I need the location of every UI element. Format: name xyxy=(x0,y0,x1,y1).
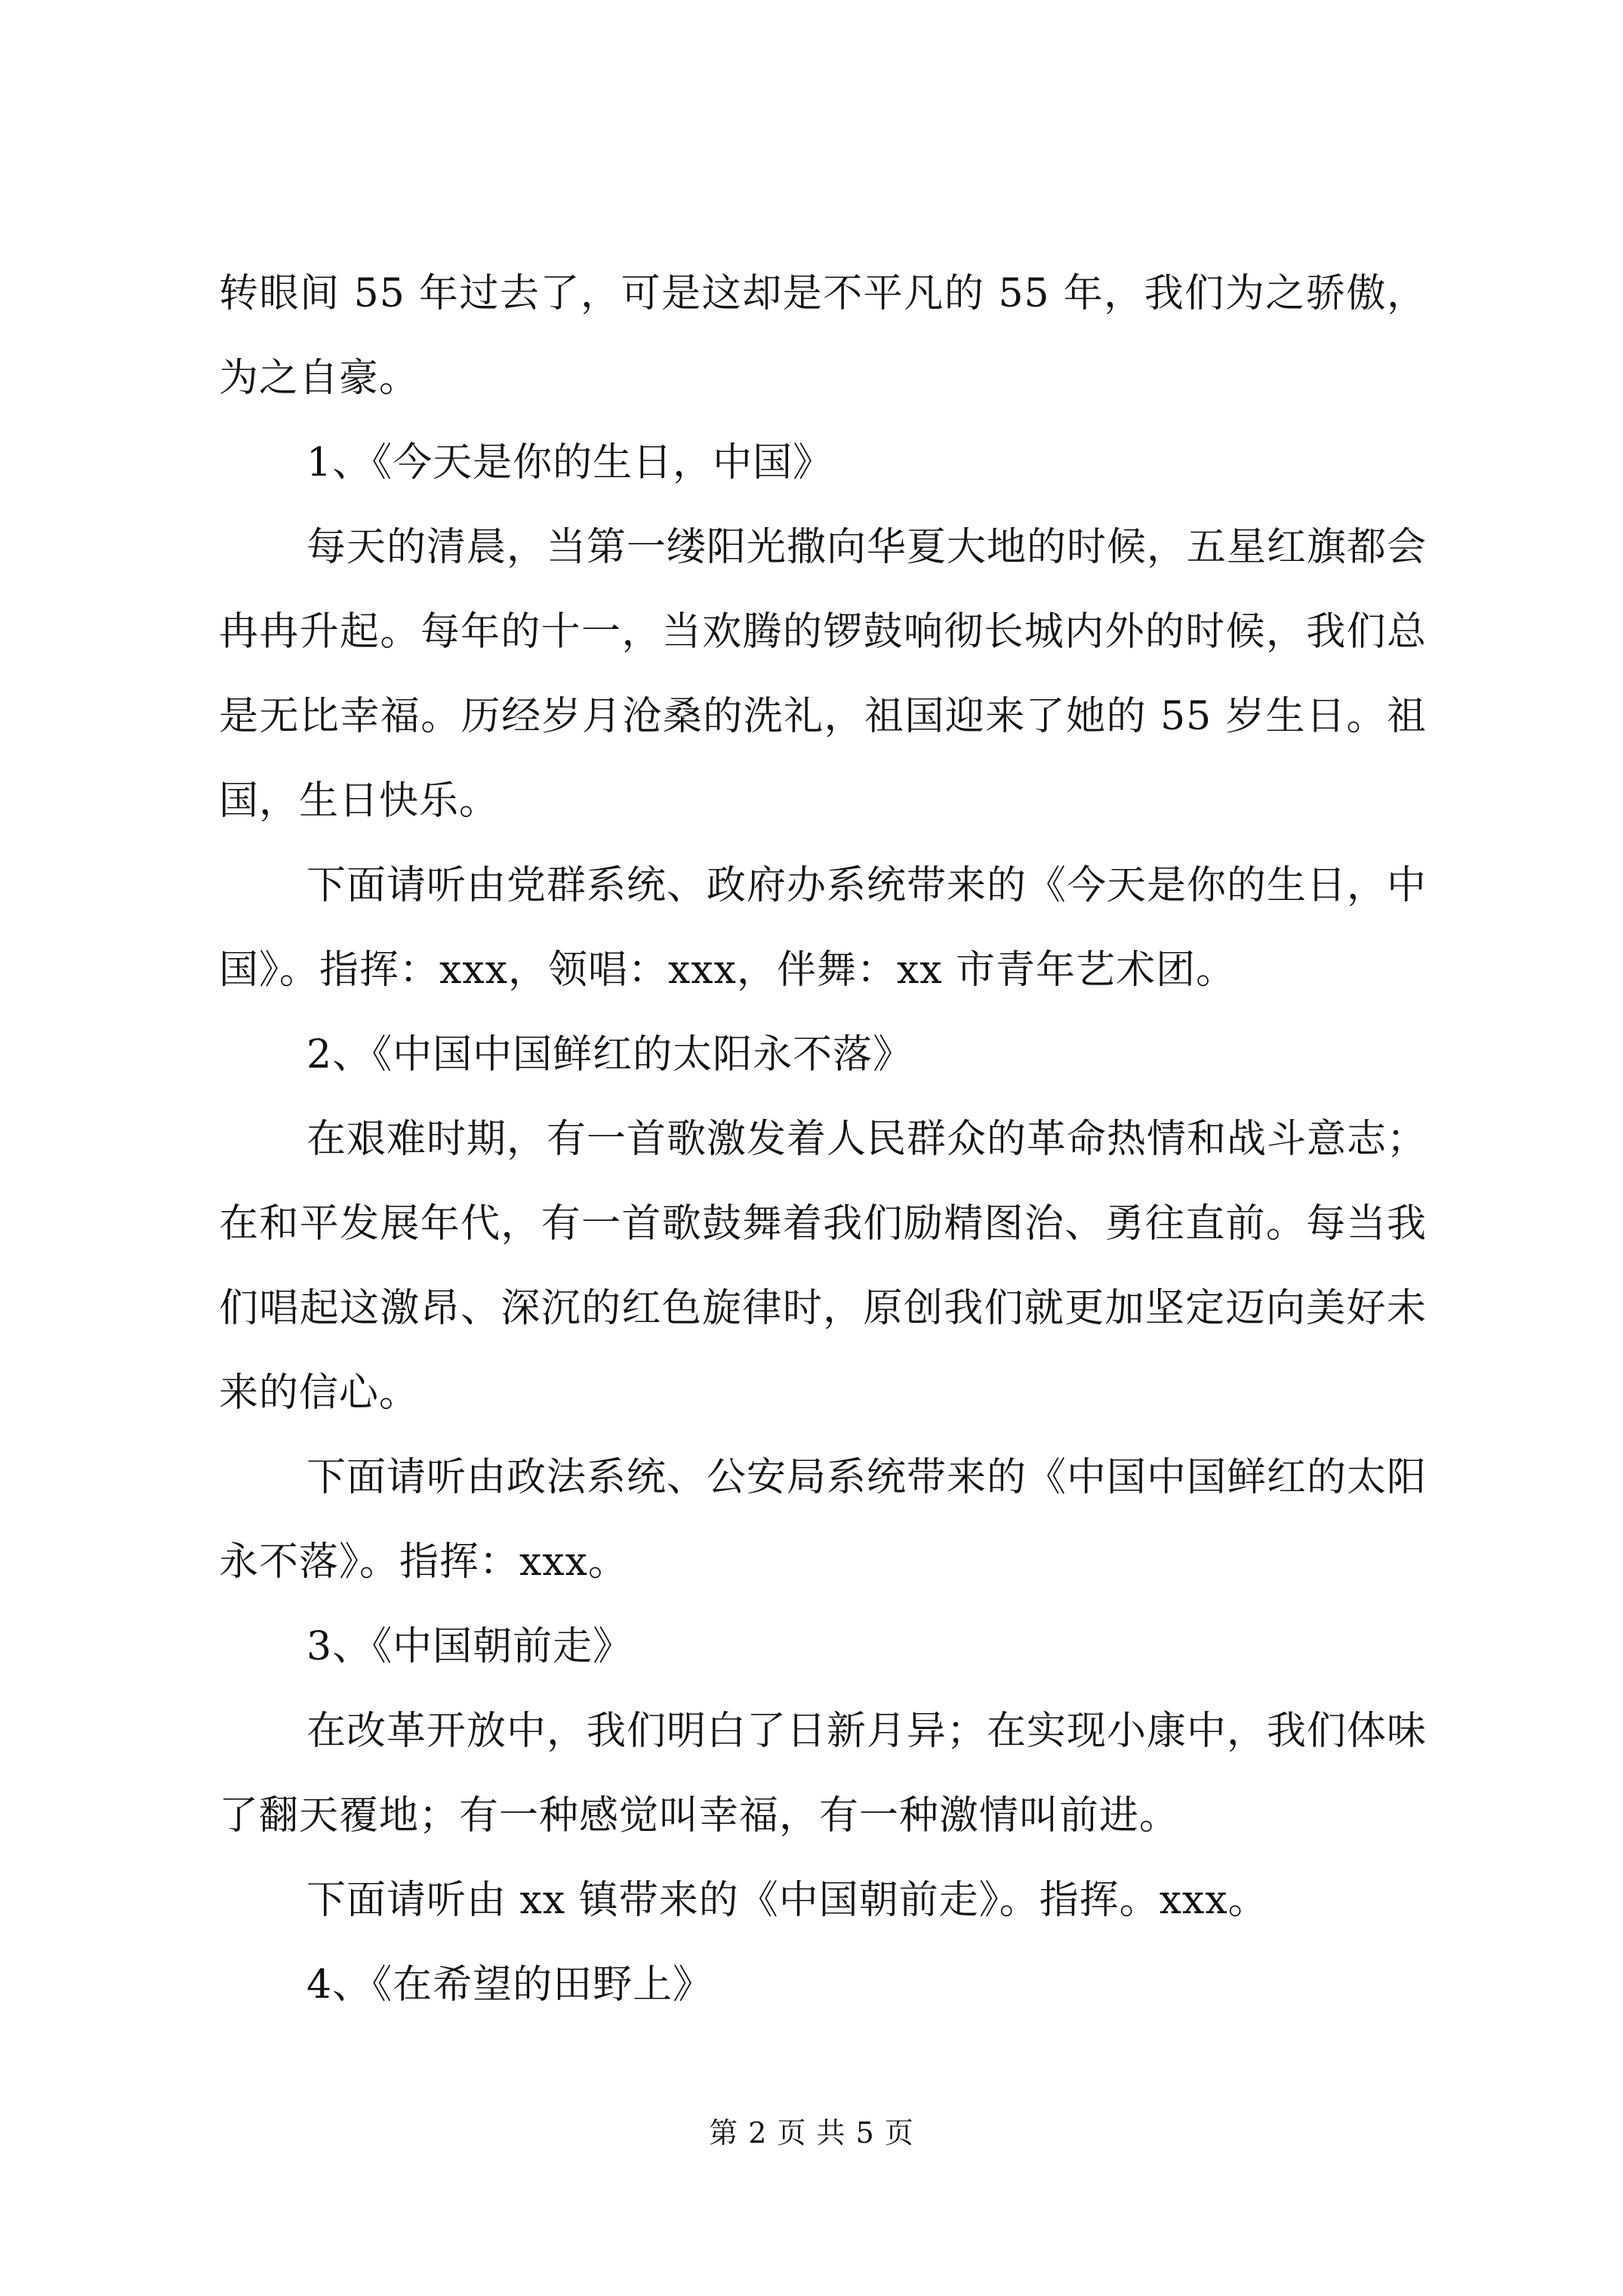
paragraph-continued: 转眼间 55 年过去了，可是这却是不平凡的 55 年，我们为之骄傲，为之自豪。 xyxy=(219,271,1427,401)
program-announcement-3: 下面请听由 xx 镇带来的《中国朝前走》。指挥。xxx。 xyxy=(306,1878,1268,1923)
program-heading-3: 3、《中国朝前走》 xyxy=(306,1624,633,1669)
program-announcement-2: 下面请听由政法系统、公安局系统带来的《中国中国鲜红的太阳永不落》。指挥：xxx。 xyxy=(219,1455,1427,1585)
page-number-footer: 第 2 页 共 5 页 xyxy=(709,2116,914,2150)
program-intro-3: 在改革开放中，我们明白了日新月异；在实现小康中，我们体味了翻天覆地；有一种感觉叫幸福，有一种激情叫前进。 xyxy=(219,1709,1427,1838)
program-announcement-1: 下面请听由党群系统、政府办系统带来的《今天是你的生日，中国》。指挥：xxx，领唱：xxx，伴舞：xx 市青年艺术团。 xyxy=(219,863,1427,993)
program-heading-1: 1、《今天是你的生日，中国》 xyxy=(306,440,833,485)
program-intro-1: 每天的清晨，当第一缕阳光撒向华夏大地的时候，五星红旗都会冉冉升起。每年的十一，当欢腾的锣鼓响彻长城内外的时候，我们总是无比幸福。历经岁月沧桑的洗礼，祖国迎来了她的 55 岁生日。祖国，生日快乐。 xyxy=(219,525,1427,824)
document-body xyxy=(219,251,1427,2027)
program-heading-2: 2、《中国中国鲜红的太阳永不落》 xyxy=(306,1032,913,1077)
program-intro-2: 在艰难时期，有一首歌激发着人民群众的革命热情和战斗意志；在和平发展年代，有一首歌鼓舞着我们励精图治、勇往直前。每当我们唱起这激昂、深沉的红色旋律时，原创我们就更加坚定迈向美好未来的信心。 xyxy=(219,1117,1427,1416)
program-heading-4: 4、《在希望的田野上》 xyxy=(306,1962,713,2008)
